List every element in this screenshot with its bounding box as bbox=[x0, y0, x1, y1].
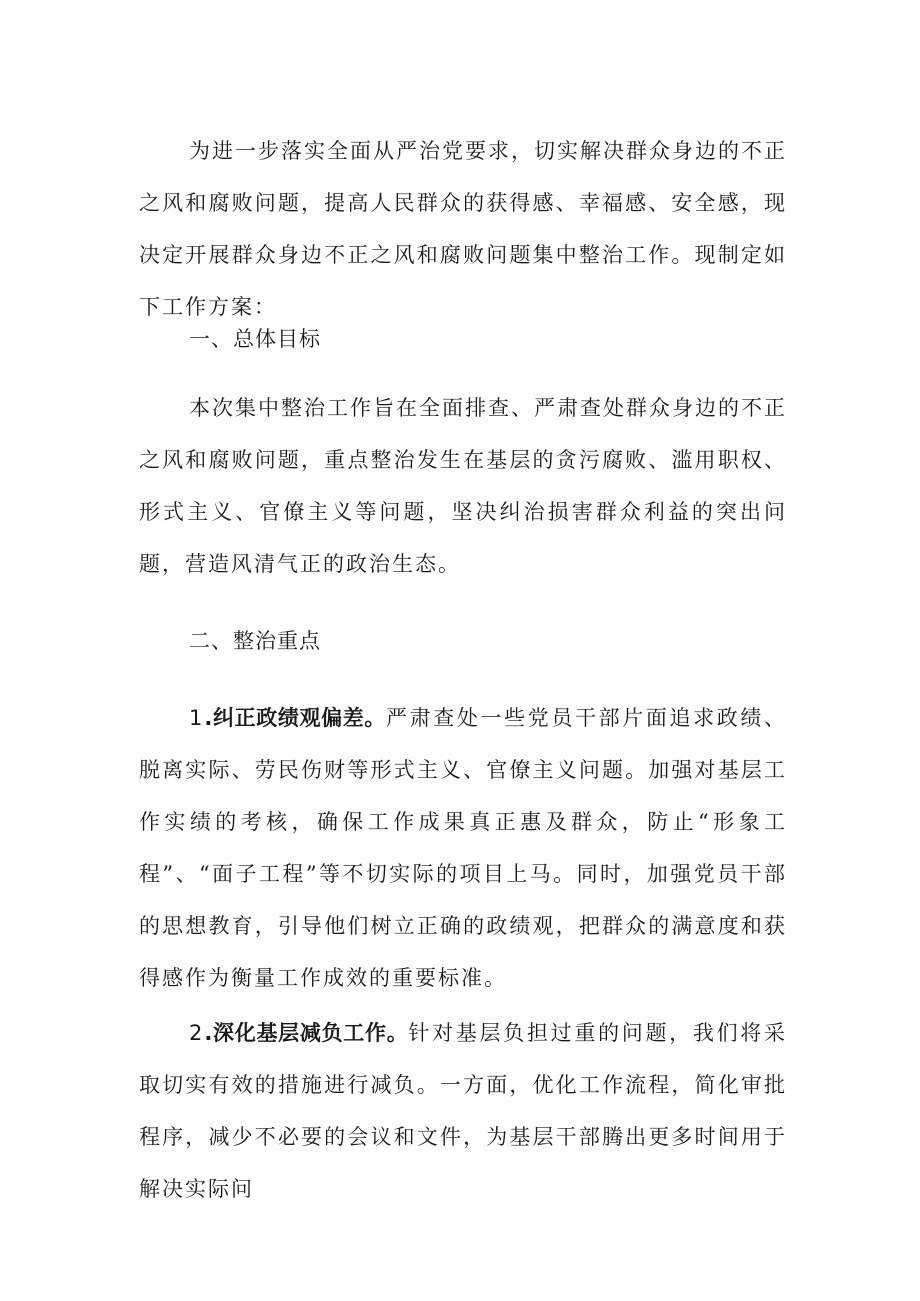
item-1-paragraph bbox=[139, 692, 787, 1004]
item-1-body: 严肃查处一些党员干部片面追求政绩、脱离实际、劳民伤财等形式主义、官僚主义问题。加强对基层工作实绩的考核，确保工作成果真正惠及群众，防止“形象工程”、“面子工程”等不切实际的项目上马。同时，加强党员干部的思想教育，引导他们树立正确的政绩观，把群众的满意度和获得感作为衡量工作成效的重要标准。 bbox=[139, 706, 787, 990]
item-1-number: 1 bbox=[189, 706, 205, 730]
item-2-paragraph bbox=[139, 1007, 787, 1215]
overall-goal-paragraph: 本次集中整治工作旨在全面排查、严肃查处群众身边的不正之风和腐败问题，重点整治发生在基层的贪污腐败、滥用职权、形式主义、官僚主义等问题，坚决纠治损害群众利益的突出问题，营造风清气正的政治生态。 bbox=[139, 396, 787, 576]
intro-paragraph: 为进一步落实全面从严治党要求，切实解决群众身边的不正之风和腐败问题，提高人民群众的获得感、幸福感、安全感，现决定开展群众身边不正之风和腐败问题集中整治工作。现制定如下工作方案： bbox=[139, 139, 787, 319]
section-heading-key-issues: 二、整治重点 bbox=[189, 629, 321, 653]
item-2-number: 2 bbox=[189, 1021, 205, 1045]
item-2-body: 针对基层负担过重的问题，我们将采取切实有效的措施进行减负。一方面，优化工作流程，简化审批程序，减少不必要的会议和文件，为基层干部腾出更多时间用于解决实际问 bbox=[139, 1021, 788, 1201]
item-2-lead: .深化基层减负工作。 bbox=[204, 1021, 409, 1045]
section-heading-overall-goal: 一、总体目标 bbox=[189, 327, 321, 351]
item-1-lead: .纠正政绩观偏差。 bbox=[204, 706, 386, 730]
